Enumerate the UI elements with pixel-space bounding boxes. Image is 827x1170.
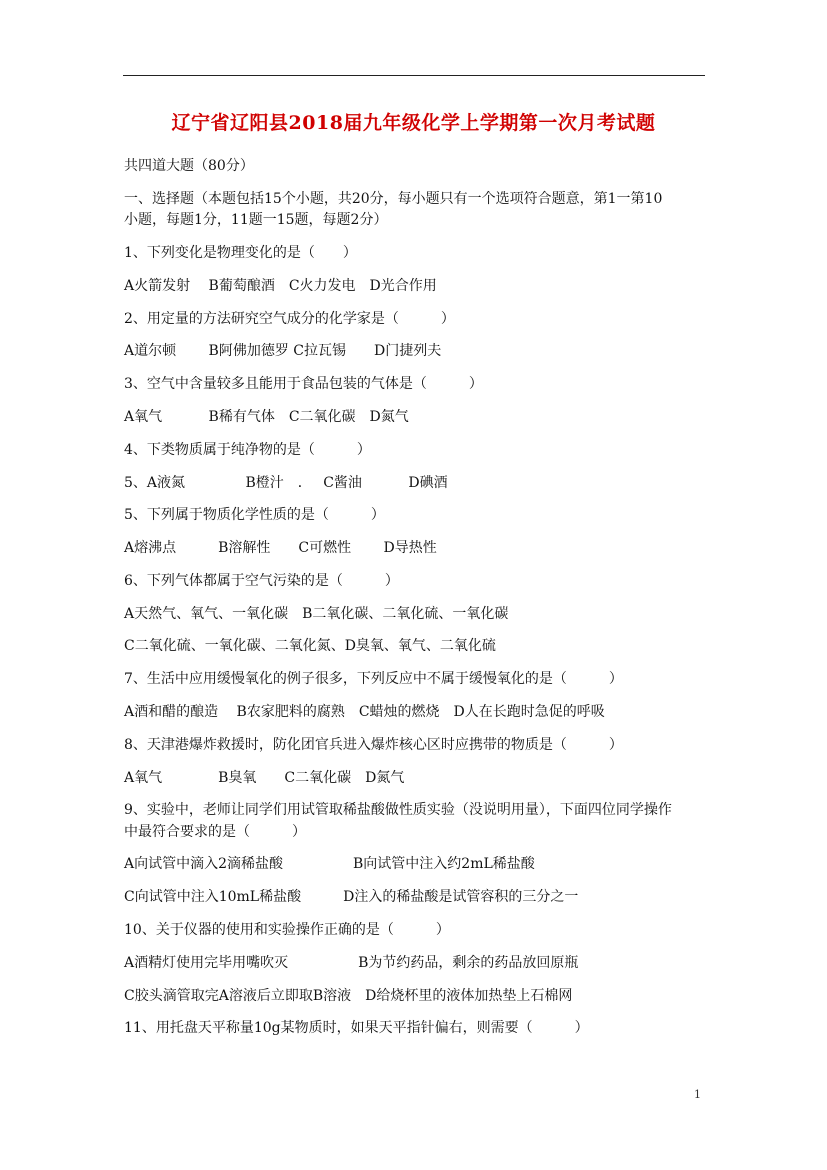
header-rule — [123, 75, 705, 76]
question-6: 6、下列气体都属于空气污染的是（ ） — [124, 573, 399, 589]
question-8: 8、天津港爆炸救援时，防化团官兵进入爆炸核心区时应携带的物质是（ ） — [124, 737, 623, 753]
question-6-options-a: A天然气、氧气、一氧化碳 B二氧化碳、二氧化硫、一氧化碳 — [124, 606, 509, 622]
question-9-options-ab: A向试管中滴入2滴稀盐酸 B向试管中注入约2mL稀盐酸 — [124, 856, 535, 872]
question-6-options-c: C二氧化硫、一氧化碳、二氧化氮、D臭氧、氧气、二氧化硫 — [124, 638, 496, 654]
document-title: 辽宁省辽阳县2018届九年级化学上学期第一次月考试题 — [171, 112, 656, 134]
question-3: 3、空气中含量较多且能用于食品包装的气体是（ ） — [124, 376, 483, 392]
question-7: 7、生活中应用缓慢氧化的例子很多，下列反应中不属于缓慢氧化的是（ ） — [124, 671, 623, 687]
question-2: 2、用定量的方法研究空气成分的化学家是（ ） — [124, 311, 455, 327]
question-8-options: A氧气 B臭氧 C二氧化碳 D氮气 — [124, 770, 405, 786]
section-heading: 一、选择题（本题包括15个小题，共20分，每小题只有一个选项符合题意，第1一第10 — [124, 191, 663, 207]
question-10-options-cd: C胶头滴管取完A溶液后立即取B溶液 D给烧杯里的液体加热垫上石棉网 — [124, 988, 573, 1004]
question-3-options: A氧气 B稀有气体 C二氧化碳 D氮气 — [124, 409, 409, 425]
exam-intro: 共四道大题（80分） — [124, 158, 254, 174]
question-7-options: A酒和醋的酿造 B农家肥料的腐熟 C蜡烛的燃烧 D人在长跑时急促的呼吸 — [124, 704, 605, 720]
question-4: 4、下类物质属于纯净物的是（ ） — [124, 442, 371, 458]
question-1: 1、下列变化是物理变化的是（ ） — [124, 245, 357, 261]
question-9-cont: 中最符合要求的是（ ） — [124, 824, 306, 840]
question-5-options: A熔沸点 B溶解性 C可燃性 D导热性 — [124, 540, 437, 556]
question-2-options: A道尔顿 B阿佛加德罗 C拉瓦锡 D门捷列夫 — [124, 343, 442, 359]
question-1-options: A火箭发射 B葡萄酿酒 C火力发电 D光合作用 — [124, 278, 437, 294]
question-11: 11、用托盘天平称量10g某物质时，如果天平指针偏右，则需要（ ） — [124, 1020, 589, 1036]
page-number: 1 — [694, 1088, 701, 1101]
question-9-options-cd: C向试管中注入10mL稀盐酸 D注入的稀盐酸是试管容积的三分之一 — [124, 889, 579, 905]
question-5: 5、下列属于物质化学性质的是（ ） — [124, 507, 385, 523]
question-9: 9、实验中，老师让同学们用试管取稀盐酸做性质实验（没说明用量），下面四位同学操作 — [124, 802, 672, 818]
question-4-options: 5、A液氮 B橙汁 ． C酱油 D碘酒 — [124, 475, 448, 491]
section-heading-cont: 小题，每题1分，11题一15题，每题2分） — [124, 212, 388, 228]
question-10-options-ab: A酒精灯使用完毕用嘴吹灭 B为节约药品，剩余的药品放回原瓶 — [124, 955, 579, 971]
question-10: 10、关于仪器的使用和实验操作正确的是（ ） — [124, 922, 450, 938]
